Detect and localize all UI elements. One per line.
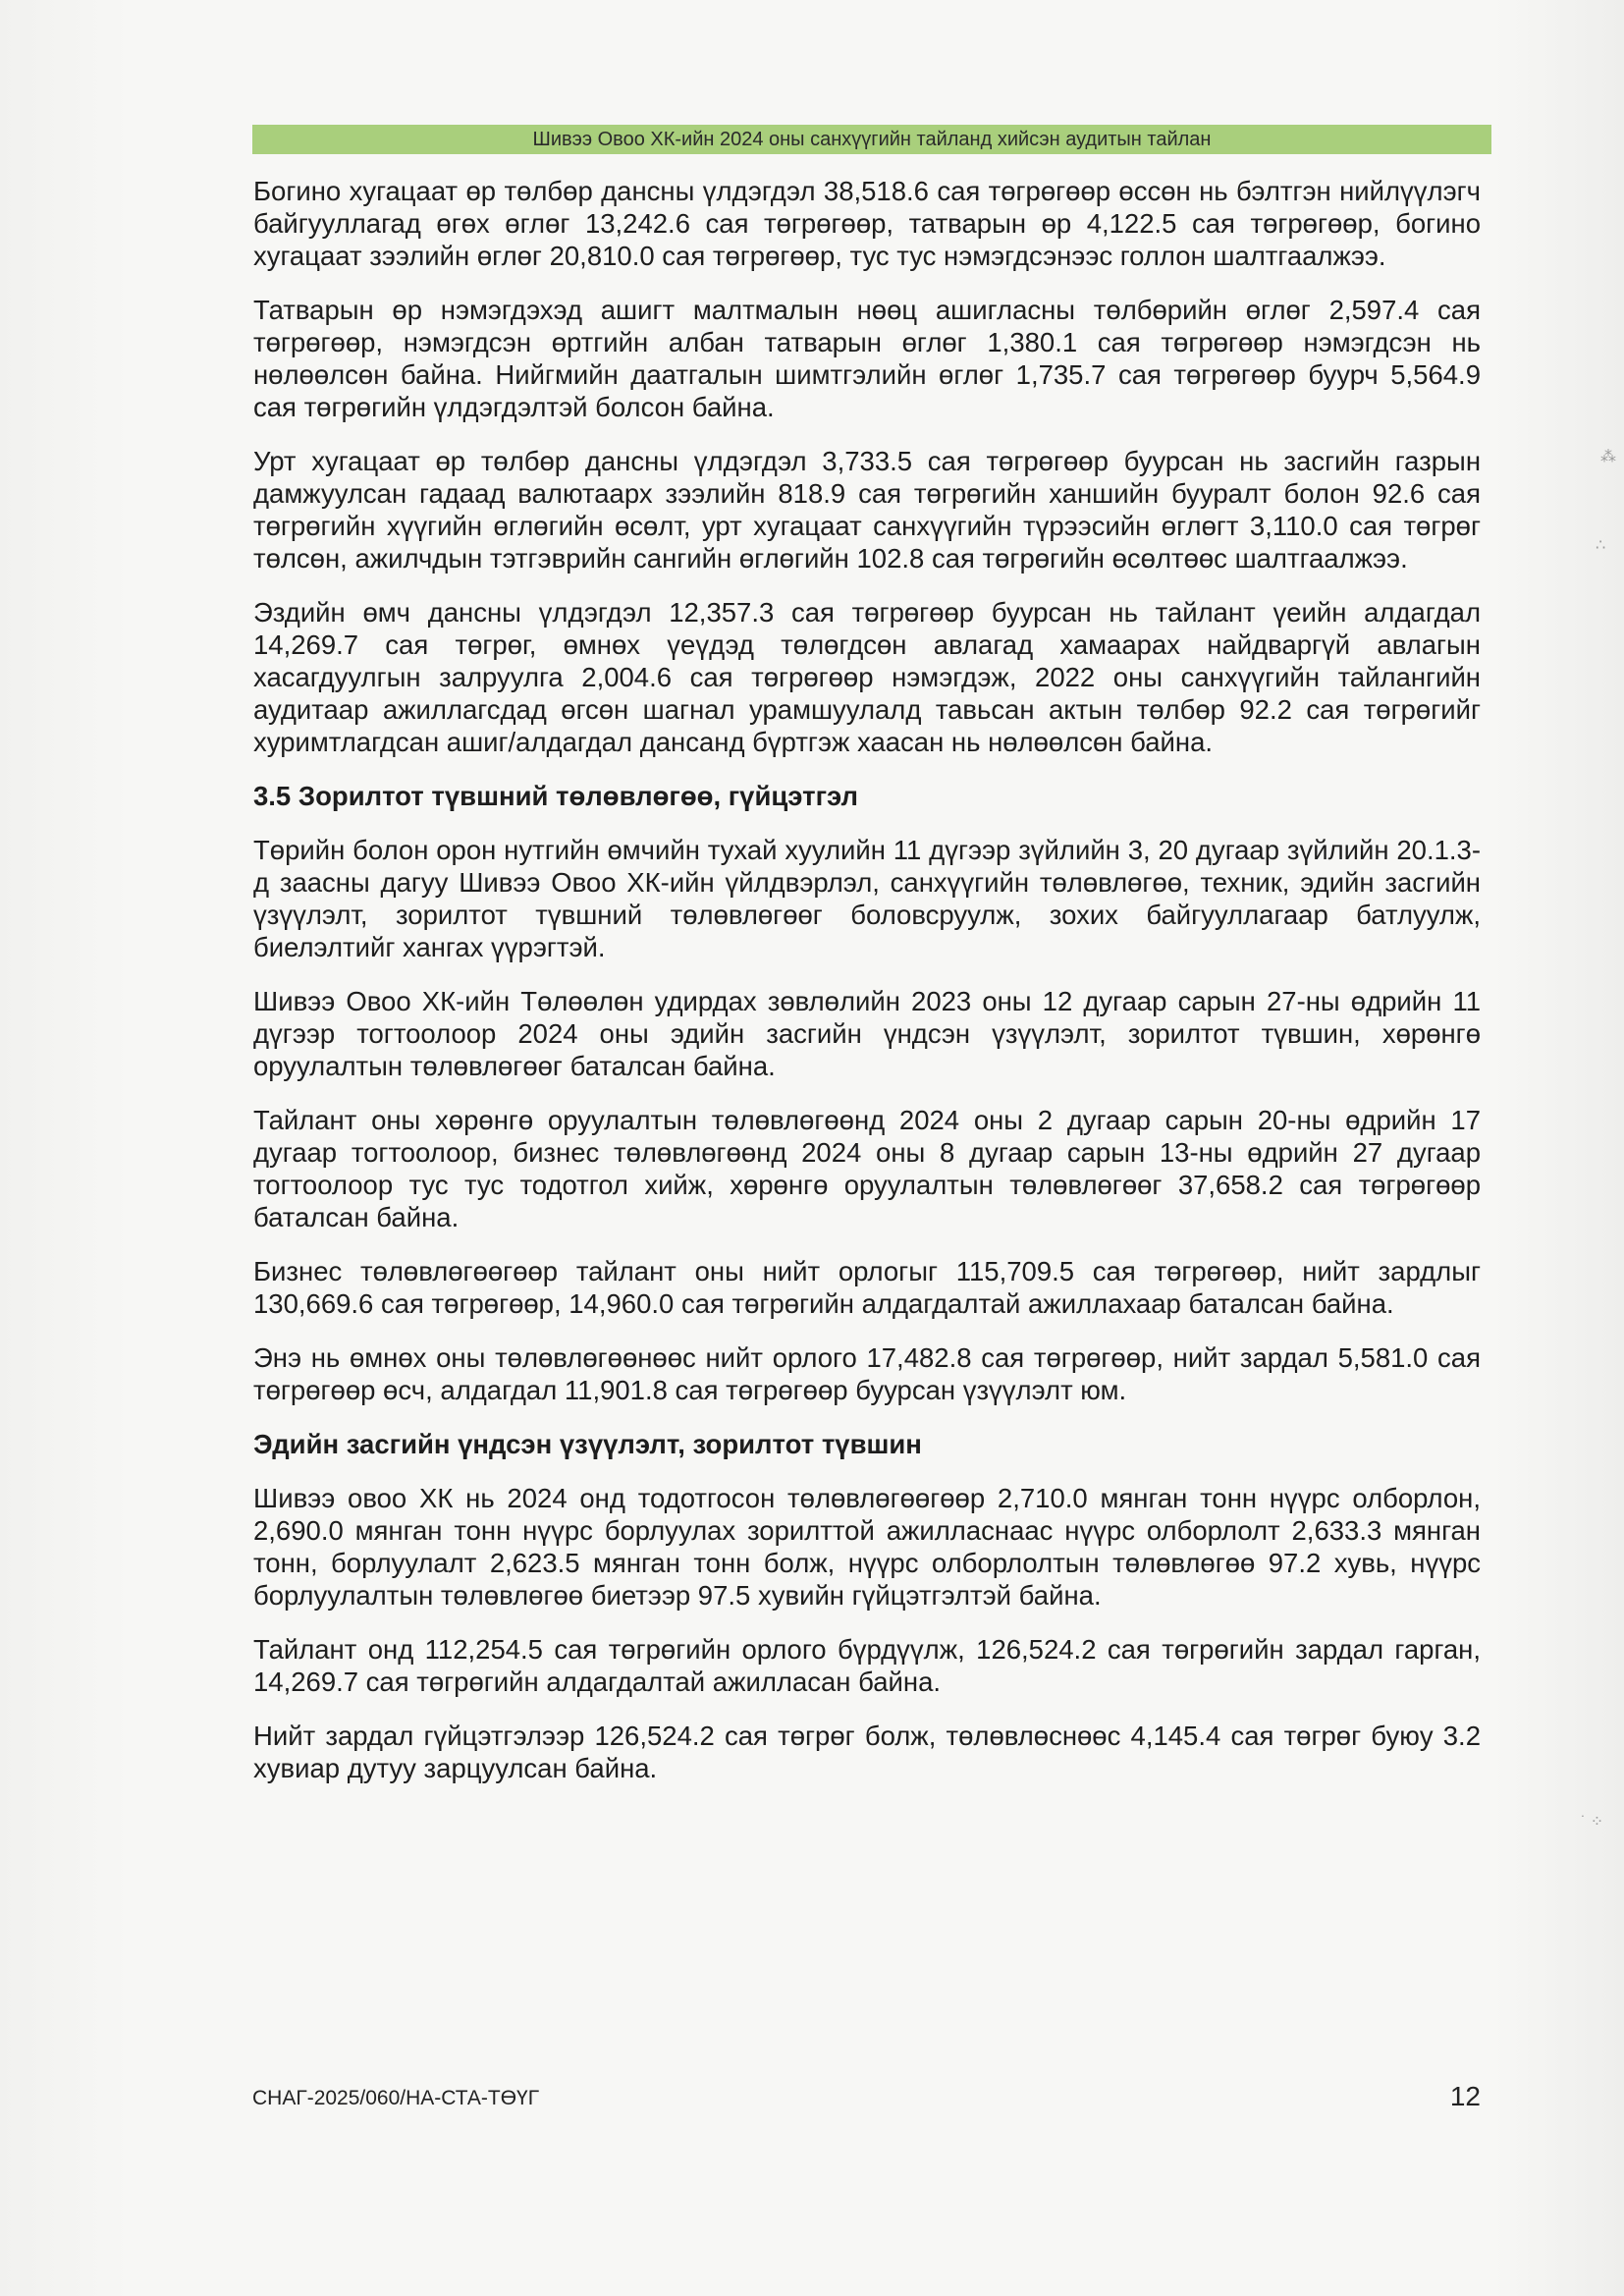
document-code: СНАГ-2025/060/НА-СТА-ТӨҮГ <box>252 2087 540 2109</box>
paragraph-business-plan: Бизнес төлөвлөгөөгөөр тайлант оны нийт орлогыг 115,709.5 сая төгрөгөөр, нийт зардлыг 130,669.6 сая төгрөгөөр, 14,960.0 сая төгрөгийн алдагдалтай ажиллахаар баталсан байна. <box>253 1256 1481 1319</box>
paragraph-coal-production: Шивээ овоо ХК нь 2024 онд тодотгосон төлөвлөгөөгөөр 2,710.0 мянган тонн нүүрс олборлон, 2,690.0 мянган тонн нүүрс борлуулах зорилттой ажилласнаас нүүрс олборлолт 2,633.3 мянган тонн, борлуулалт 2,623.5 мянган тонн болж, нүүрс олборлолтын төлөвлөгөө 97.2 хувь, нүүрс борлуулалтын төлөвлөгөө биетээр 97.5 хувийн гүйцэтгэлтэй байна. <box>253 1483 1481 1611</box>
paragraph-short-term-liabilities: Богино хугацаат өр төлбөр дансны үлдэгдэл 38,518.6 сая төгрөгөөр өссөн нь бэлтгэн нийлүүлэгч байгууллагад өгөх өглөг 13,242.6 сая төгрөгөөр, татварын өр 4,122.5 сая төгрөгөөр, богино хугацаат зээлийн өглөг 20,810.0 сая төгрөгөөр, тус тус нэмэгдсэнээс голлон шалтгаалжээ. <box>253 176 1481 271</box>
scan-artifact-mark: ˙ ⁘ <box>1581 1814 1604 1831</box>
report-header-title: Шивээ Овоо ХК-ийн 2024 оны санхүүгийн тайланд хийсэн аудитын тайлан <box>532 129 1212 150</box>
scan-artifact-mark: ⁂ <box>1600 449 1616 465</box>
section-heading-target-level: 3.5 Зорилтот түвшний төлөвлөгөө, гүйцэтгэл <box>253 781 858 811</box>
paragraph-legal-basis: Төрийн болон орон нутгийн өмчийн тухай хуулийн 11 дүгээр зүйлийн 3, 20 дугаар зүйлийн 20.1.3-д заасны дагуу Шивээ Овоо ХК-ийн үйлдвэрлэл, санхүүгийн төлөвлөгөө, техник, эдийн засгийн үзүүлэлт, зорилтот түвшний төлөвлөгөөг боловсруулж, зохих байгууллагаар батлуулж, биелэлтийг хангах үүрэгтэй. <box>253 835 1481 962</box>
report-header-band <box>252 125 1491 154</box>
paragraph-plan-comparison: Энэ нь өмнөх оны төлөвлөгөөнөөс нийт орлого 17,482.8 сая төгрөгөөр, нийт зардал 5,581.0 сая төгрөгөөр өсч, алдагдал 11,901.8 сая төгрөгөөр буурсан үзүүлэлт юм. <box>253 1342 1481 1405</box>
paragraph-tax-liabilities: Татварын өр нэмэгдэхэд ашигт малтмалын нөөц ашигласны төлбөрийн өглөг 2,597.4 сая төгрөгөөр, нэмэгдсэн өртгийн албан татварын өглөг 1,380.1 сая төгрөгөөр нэмэгдсэн нь нөлөөлсөн байна. Нийгмийн даатгалын шимтгэлийн өглөг 1,735.7 сая төгрөгөөр буурч 5,564.9 сая төгрөгийн үлдэгдэлтэй болсон байна. <box>253 295 1481 422</box>
paragraph-total-expense: Нийт зардал гүйцэтгэлээр 126,524.2 сая төгрөг болж, төлөвлөснөөс 4,145.4 сая төгрөг буюу 3.2 хувиар дутуу зарцуулсан байна. <box>253 1721 1481 1783</box>
paragraph-board-resolution: Шивээ Овоо ХК-ийн Төлөөлөн удирдах зөвлөлийн 2023 оны 12 дугаар сарын 27-ны өдрийн 11 дүгээр тогтоолоор 2024 оны эдийн засгийн үндсэн үзүүлэлт, зорилтот түвшин, хөрөнгө оруулалтын төлөвлөгөөг баталсан байна. <box>253 986 1481 1081</box>
page-body <box>253 175 1481 1806</box>
paragraph-revenue-loss: Тайлант онд 112,254.5 сая төгрөгийн орлого бүрдүүлж, 126,524.2 сая төгрөгийн зардал гарган, 14,269.7 сая төгрөгийн алдагдалтай ажилласан байна. <box>253 1634 1481 1697</box>
paragraph-long-term-liabilities: Урт хугацаат өр төлбөр дансны үлдэгдэл 3,733.5 сая төгрөгөөр буурсан нь засгийн газрын дамжуулсан гадаад валютаарх зээлийн 818.9 сая төгрөгийн ханшийн бууралт болон 92.6 сая төгрөгийн хүүгийн өглөгийн өсөлт, урт хугацаат санхүүгийн түрээсийн өглөгт 3,110.0 сая төгрөг төлсөн, ажилчдын тэтгэврийн сангийн өглөгийн 102.8 сая төгрөгийн өсөлтөөс шалтгаалжээ. <box>253 446 1481 574</box>
page-number: 12 <box>1449 2081 1481 2111</box>
section-heading-economic-indicators: Эдийн засгийн үндсэн үзүүлэлт, зорилтот түвшин <box>253 1429 922 1459</box>
paragraph-investment-plan: Тайлант оны хөрөнгө оруулалтын төлөвлөгөөнд 2024 оны 2 дугаар сарын 20-ны өдрийн 17 дугаар тогтоолоор, бизнес төлөвлөгөөнд 2024 оны 8 дугаар сарын 13-ны өдрийн 27 дугаар тогтоолоор тус тус тодотгол хийж, хөрөнгө оруулалтын төлөвлөгөөг 37,658.2 сая төгрөгөөр баталсан байна. <box>253 1105 1481 1232</box>
scan-artifact-mark: ∴ <box>1596 537 1606 554</box>
paragraph-equity: Эздийн өмч дансны үлдэгдэл 12,357.3 сая төгрөгөөр буурсан нь тайлант үеийн алдагдал 14,269.7 сая төгрөг, өмнөх үеүдэд төлөгдсөн авлагад хамаарах найдваргүй авлагын хасагдуулгын залруулга 2,004.6 сая төгрөгөөр нэмэгдэж, 2022 оны санхүүгийн тайлангийн аудитаар ажиллагсдад өгсөн шагнал урамшуулалд тавьсан актын төлбөр 92.2 сая төгрөгийг хуримтлагдсан ашиг/алдагдал дансанд бүртгэж хаасан нь нөлөөлсөн байна. <box>253 597 1481 757</box>
